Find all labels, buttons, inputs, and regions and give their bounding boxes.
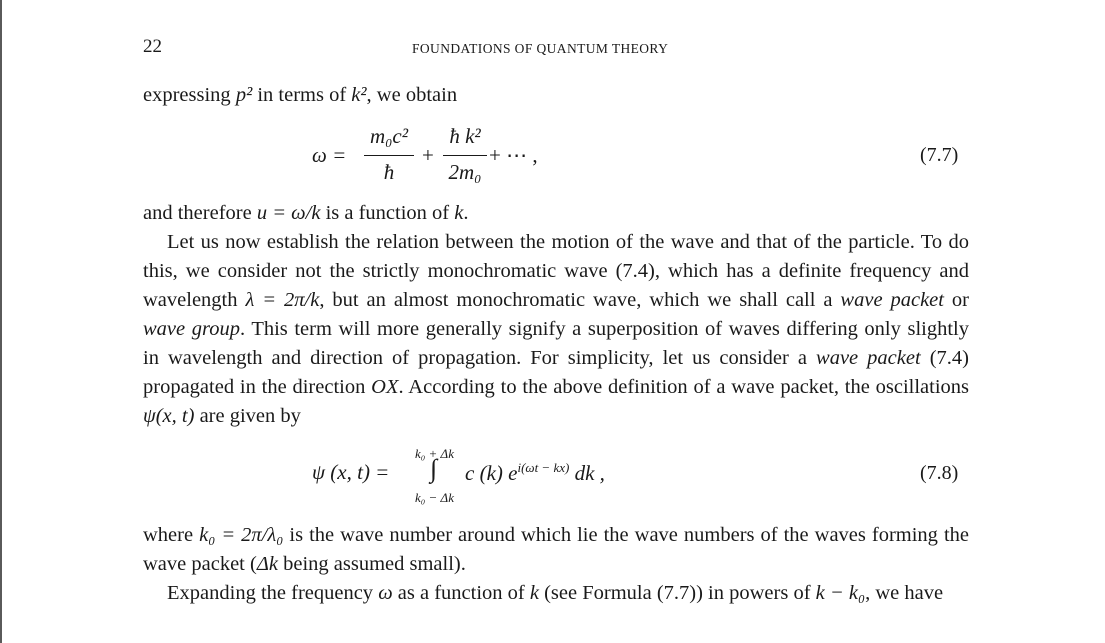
paragraph-where: where k₀ = 2π/λ₀ is the wave number around which lie the wave numbers of the waves forming the wave packet (Δk being assumed small). [143,524,969,575]
eq77-lhs: ω = [312,143,347,167]
and-therefore-line: and therefore u = ω/k is a function of k. [143,202,469,224]
eq78-lhs: ψ (x, t) = [312,460,390,484]
eq78-upper-limit: k₀ + Δk [415,446,454,461]
running-title: FOUNDATIONS OF QUANTUM THEORY [412,41,669,56]
eq77-tail: + ⋯ , [489,143,538,167]
paragraph-wave-packet: Let us now establish the relation between the motion of the wave and that of the particle. To do this, we consider not the strictly monochromatic wave (7.4), which has a definite frequency and wavelength λ = 2π/k, but an almost monochromatic wave, which we shall call a wave packet or wave group. This term will more generally signify a superposition of waves differing only slightly in wavelength and direction of propagation. For simplicity, let us consider a wave packet (7.4) propagated in the direction OX. According to the above definition of a wave packet, the oscillations ψ(x, t) are given by [143,231,969,427]
eq77-frac2-num: ħ k² [449,124,481,148]
integral-sign: ∫ [430,454,438,483]
page-edge [0,0,2,643]
eq77-plus: + [422,143,434,167]
eq77-frac1-bar [364,155,414,156]
eq77-frac1-den: ħ [383,160,395,184]
eq77-frac1-num: m₀c² [369,124,409,148]
eq77-number: (7.7) [920,144,959,166]
intro-line: expressing p² in terms of k², we obtain [143,84,458,106]
eq77-frac2-bar [443,155,487,156]
page-number: 22 [143,36,162,57]
eq78-lower-limit: k₀ − Δk [415,490,454,505]
eq77-frac2-den: 2m₀ [448,160,482,184]
paragraph-expanding: Expanding the frequency ω as a function of k (see Formula (7.7)) in powers of k − k₀, we have [167,582,944,604]
eq78-integrand: c (k) $e^{i(\omega t - kx)}$ dk , [465,460,605,485]
eq78-number: (7.8) [920,462,959,484]
